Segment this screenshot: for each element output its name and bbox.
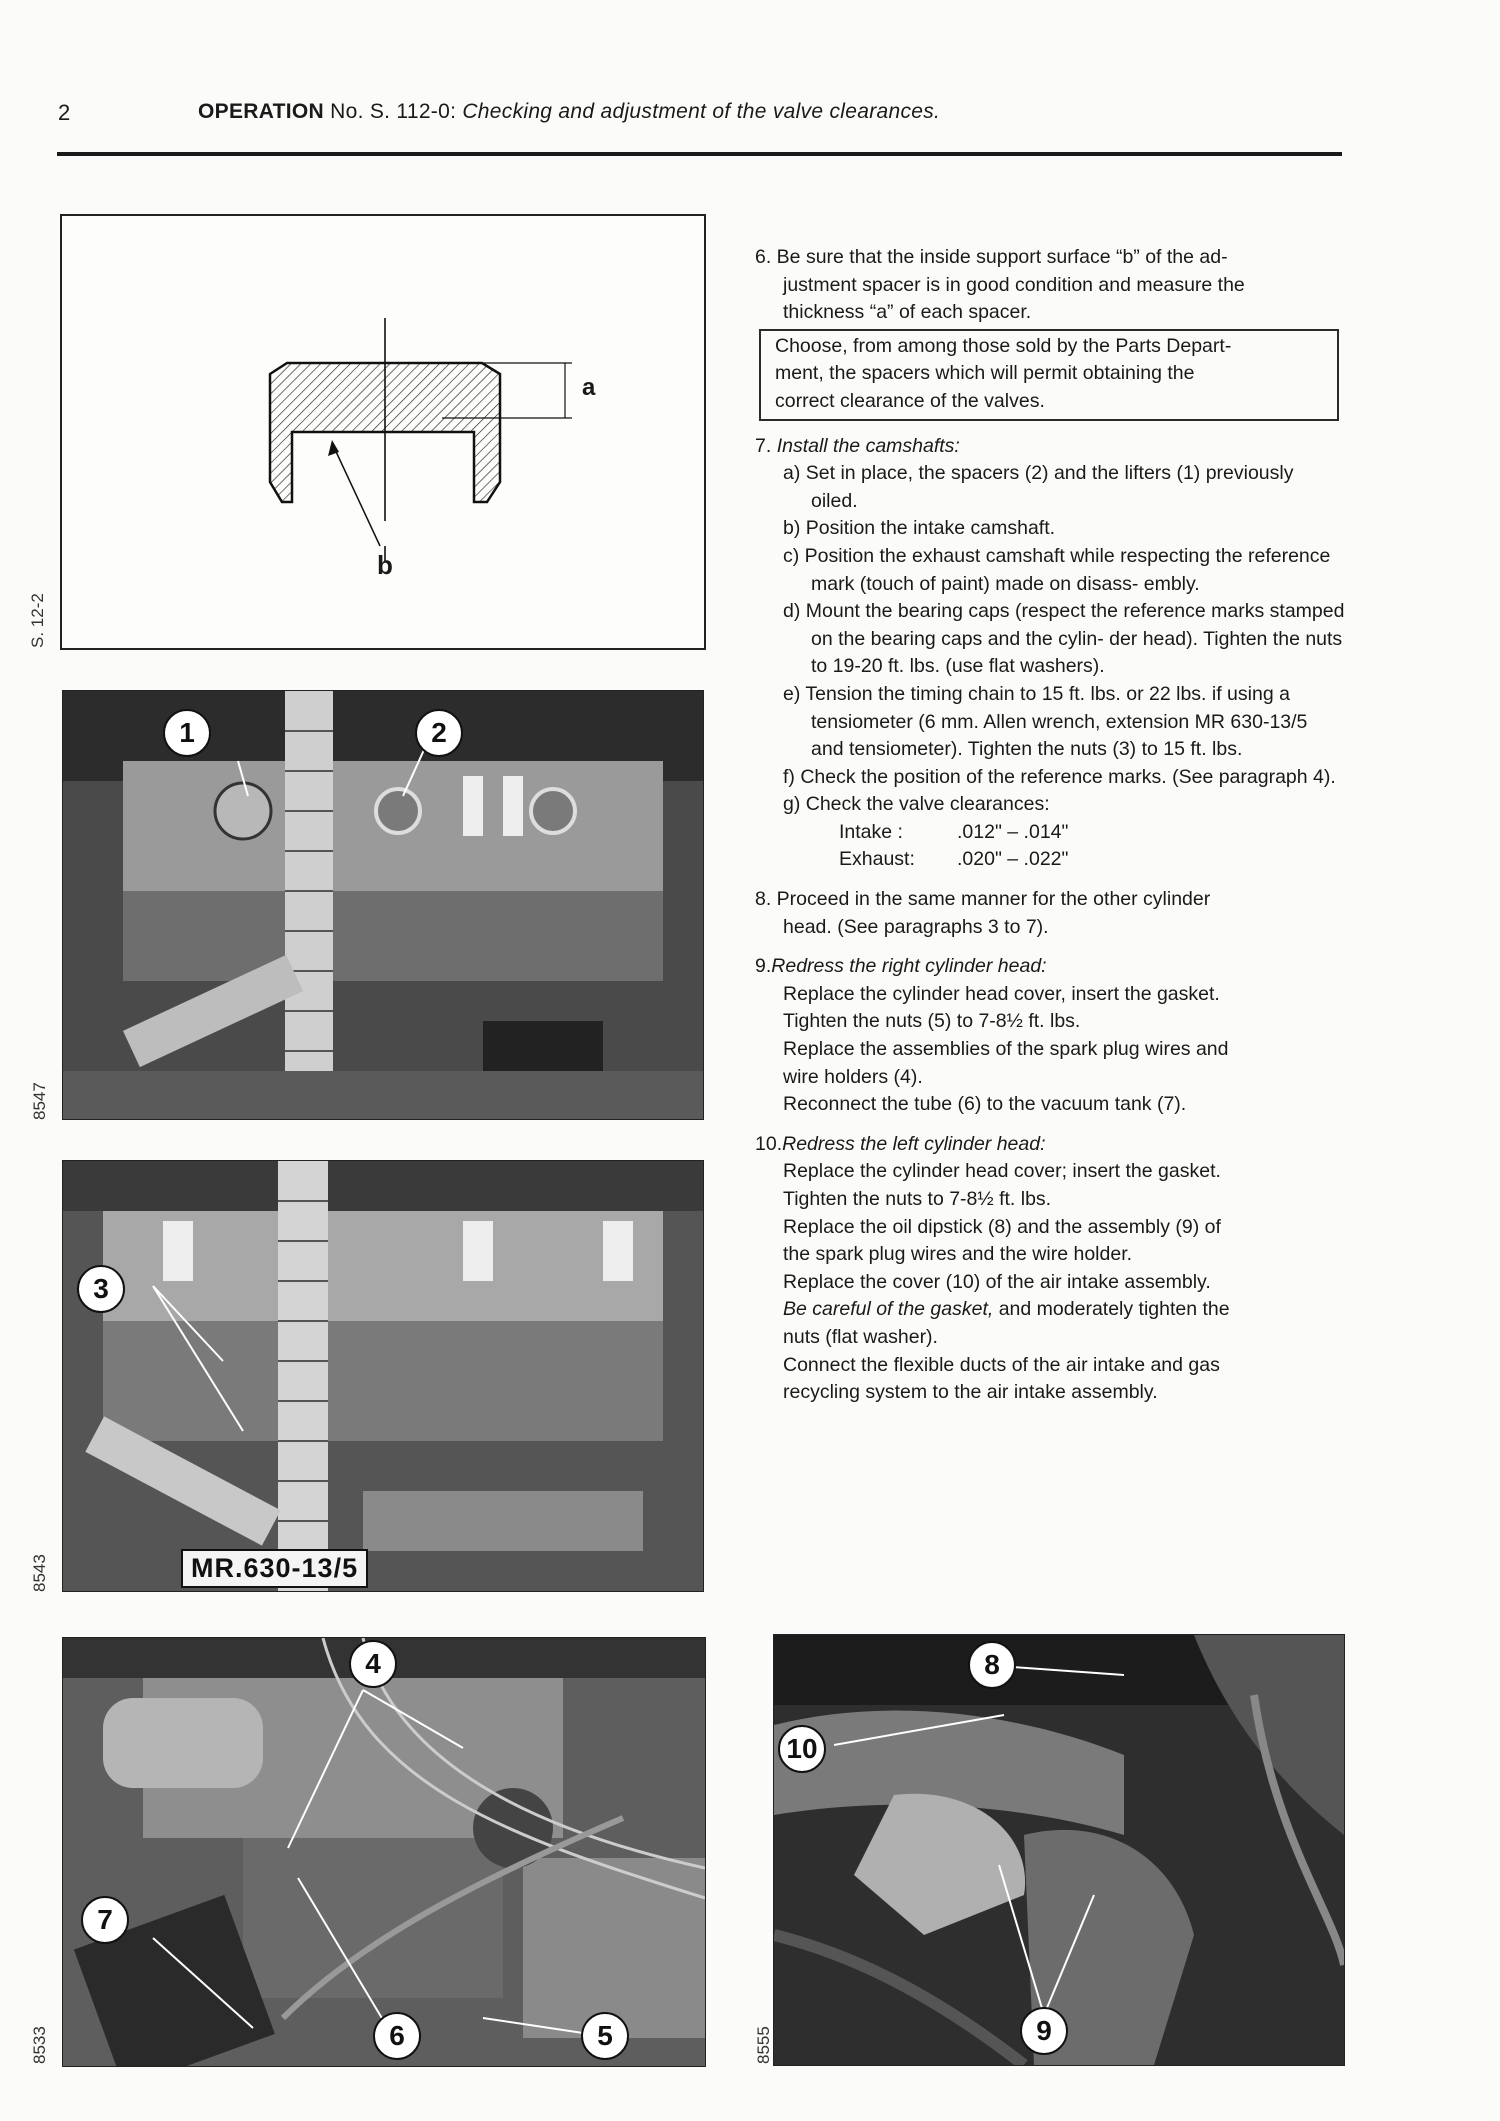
surface-b-label: b — [377, 550, 393, 580]
note-line: correct clearance of the valves. — [775, 389, 1045, 412]
step-6-line: justment spacer is in good condition and measure the — [783, 273, 1245, 296]
step-6-line: thickness “a” of each spacer. — [783, 301, 1032, 324]
step-6 — [755, 244, 1345, 421]
step-10-line: Replace the cylinder head cover; insert the gasket. — [783, 1160, 1221, 1183]
step-8-line: head. (See paragraphs 3 to 7). — [783, 915, 1049, 938]
clearance-intake-label: Intake : — [839, 820, 903, 843]
step-10-line: nuts (flat washer). — [783, 1325, 938, 1348]
callout-4: 4 — [349, 1640, 397, 1688]
step-9-title: Redress the right cylinder head: — [771, 955, 1047, 978]
callout-7: 7 — [81, 1896, 129, 1944]
step-7-item: a) Set in place, the spacers (2) and the lifters (1) previously oiled. — [783, 462, 1294, 512]
step-7-item: f) Check the position of the reference marks. (See paragraph 4). — [783, 765, 1336, 788]
step-9-heading — [755, 953, 1345, 981]
photo-left-cylinder-head-image — [774, 1635, 1344, 2065]
step-10-number: 10. — [755, 1132, 783, 1155]
page-number: 2 — [58, 100, 71, 125]
step-7-item: d) Mount the bearing caps (respect the reference marks stamped on the bearing caps and the cylin- der head). Tighten the nuts to 19-20 ft. lbs. (use flat washers). — [783, 600, 1345, 678]
photo-camshaft-lifters — [62, 690, 704, 1120]
step-10-line: Connect the flexible ducts of the air intake and gas — [783, 1353, 1220, 1376]
photo-right-cylinder-head-image — [63, 1638, 705, 2066]
step-7-item: e) Tension the timing chain to 15 ft. lbs. or 22 lbs. if using a tensiometer (6 mm. Allen wrench, extension MR 630-13/5 and tensiometer). Tighten the nuts (3) to 15 ft. lbs. — [783, 682, 1308, 761]
step-9 — [755, 953, 1345, 1119]
careful-gasket-rest: and moderately tighten the — [993, 1298, 1230, 1321]
step-7-title: Install the camshafts: — [776, 434, 960, 457]
clearance-exhaust-label: Exhaust: — [839, 848, 915, 871]
page-header-title — [198, 100, 940, 124]
step-6-note-box — [759, 329, 1339, 421]
step-7-heading — [755, 433, 1345, 461]
step-7-number: 7. — [755, 434, 772, 457]
step-10-heading — [755, 1131, 1345, 1159]
photo-right-cylinder-head — [62, 1637, 706, 2067]
figure-code-photo3: 8533 — [30, 2026, 49, 2064]
clearance-intake-row — [755, 819, 1345, 847]
callout-8: 8 — [968, 1641, 1016, 1689]
step-10-line: Replace the oil dipstick (8) and the assembly (9) of — [783, 1215, 1221, 1238]
figure-code-photo4: 8555 — [754, 2026, 773, 2064]
step-9-line: Tighten the nuts (5) to 7-8½ ft. lbs. — [783, 1010, 1081, 1033]
step-9-line: Reconnect the tube (6) to the vacuum tank (7). — [783, 1093, 1187, 1116]
note-line: Choose, from among those sold by the Parts Depart- — [775, 334, 1232, 357]
photo-left-cylinder-head — [773, 1634, 1345, 2066]
step-9-number: 9. — [755, 955, 772, 978]
callout-5: 5 — [581, 2012, 629, 2060]
operation-number: No. S. 112-0: — [330, 100, 457, 123]
step-9-line: wire holders (4). — [783, 1065, 923, 1088]
clearance-intake-value: .012" – .014" — [957, 820, 1069, 843]
callout-10: 10 — [778, 1725, 826, 1773]
callout-9: 9 — [1020, 2007, 1068, 2055]
photo-chain-tension — [62, 1160, 704, 1592]
clearance-exhaust-value: .020" – .022" — [957, 848, 1069, 871]
step-7 — [755, 433, 1345, 875]
callout-2: 2 — [415, 709, 463, 757]
step-10 — [755, 1131, 1345, 1407]
step-7-item: c) Position the exhaust camshaft while respecting the reference mark (touch of paint) made on disass- embly. — [783, 544, 1331, 595]
step-9-line: Replace the assemblies of the spark plug wires and — [783, 1038, 1229, 1061]
callout-6: 6 — [373, 2012, 421, 2060]
careful-gasket-note: Be careful of the gasket, — [783, 1298, 994, 1321]
step-10-line: the spark plug wires and the wire holder. — [783, 1243, 1133, 1266]
clearance-exhaust-row — [755, 846, 1345, 874]
step-9-line: Replace the cylinder head cover, insert the gasket. — [783, 982, 1220, 1005]
step-8-line: 8. Proceed in the same manner for the other cylinder — [755, 888, 1211, 911]
figure-code-diagram: S. 12-2 — [28, 593, 47, 648]
step-6-line: 6. Be sure that the inside support surface “b” of the ad- — [755, 246, 1228, 268]
step-10-line: Tighten the nuts to 7-8½ ft. lbs. — [783, 1188, 1052, 1210]
operation-label: OPERATION — [198, 100, 324, 123]
photo-camshaft-lifters-image — [63, 691, 703, 1119]
figure-code-photo1: 8547 — [30, 1082, 49, 1120]
callout-3: 3 — [77, 1265, 125, 1313]
spacer-diagram — [60, 214, 706, 650]
step-8 — [755, 886, 1345, 941]
procedure-text — [755, 244, 1345, 1419]
step-7-item: g) Check the valve clearances: — [783, 793, 1050, 816]
step-10-careful-line — [755, 1296, 1345, 1324]
figure-code-photo2: 8543 — [30, 1554, 49, 1592]
photo-chain-tension-image — [63, 1161, 703, 1591]
step-10-line: Replace the cover (10) of the air intake assembly. — [783, 1270, 1211, 1293]
note-line: ment, the spacers which will permit obtaining the — [775, 362, 1195, 385]
step-10-title: Redress the left cylinder head: — [782, 1132, 1046, 1155]
header-rule — [57, 152, 1342, 156]
step-7-item: b) Position the intake camshaft. — [783, 517, 1056, 540]
dimension-a-label: a — [582, 374, 596, 401]
spacer-diagram-drawing — [62, 216, 704, 648]
callout-1: 1 — [163, 709, 211, 757]
step-10-line: recycling system to the air intake assembly. — [783, 1381, 1158, 1404]
tool-label-mr630: MR.630-13/5 — [181, 1549, 368, 1588]
operation-title: Checking and adjustment of the valve clearances. — [462, 100, 941, 123]
